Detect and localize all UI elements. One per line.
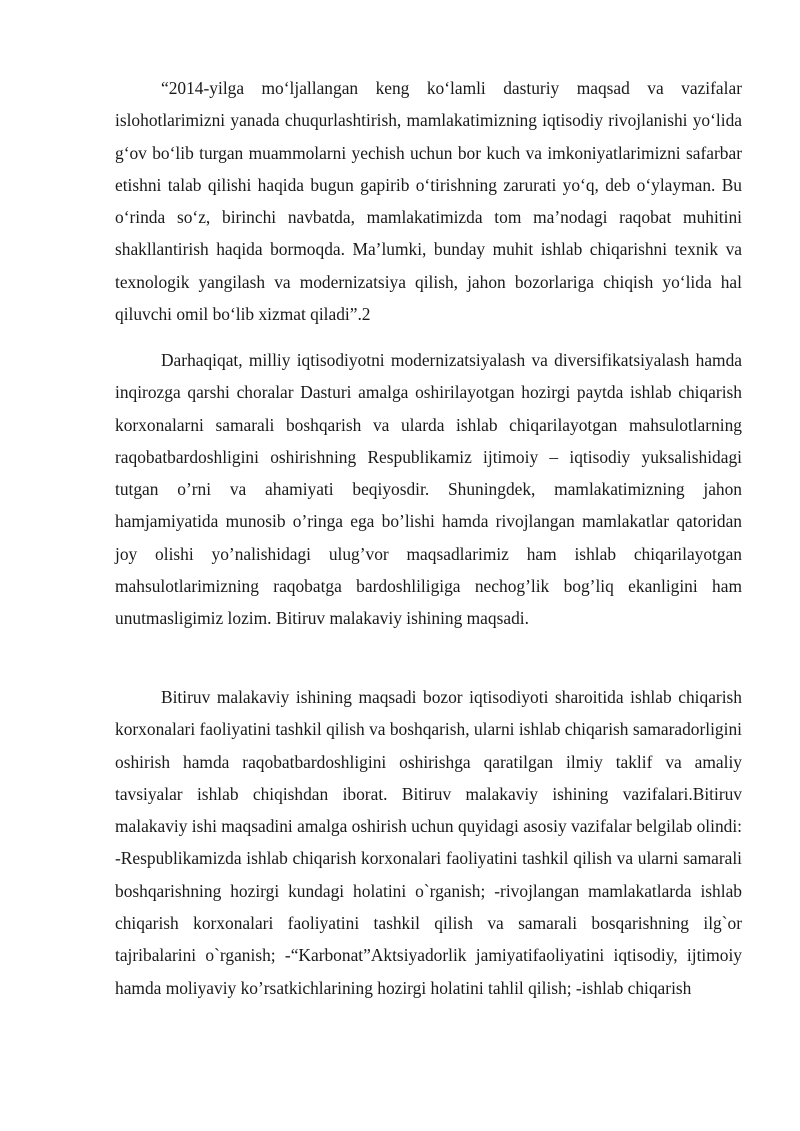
paragraph-text: Bitiruv malakaviy ishining maqsadi bozor iqtisodiyoti sharoitida ishlab chiqarish korxonalari faoliyatini tashkil qilish va boshqarish, ularni ishlab chiqarish samaradorligini oshirish hamda raqobatbardoshligini oshirishga qaratilgan ilmiy taklif va amaliy tavsiyalar ishlab chiqishdan iborat. Bitiruv malakaviy ishining vazifalari.Bitiruv malakaviy ishi maqsadini amalga oshirish uchun quyidagi asosiy vazifalar belgilab olindi: -Respublikamizda ishlab chiqarish korxonalari faoliyatini tashkil qilish va ularni samarali boshqarishning hozirgi kundagi holatini o`rganish; -rivojlangan mamlakatlarda ishlab chiqarish korxonalari faoliyatini tashkil qilish va samarali bosqarishning ilg`or tajribalarini o`rganish; -“Karbonat”Aktsiyadorlik jamiyatifaoliyatini iqtisodiy, ijtimoiy hamda moliyaviy ko’rsatkichlarining hozirgi holatini tahlil qilish; -ishlab chiqarish [115, 687, 742, 998]
paragraph-text: “2014-yilga mo‘ljallangan keng ko‘lamli dasturiy maqsad va vazifalar islohotlarimizni yanada chuqurlashtirish, mamlakatimizning iqtisodiy rivojlanishi yo‘lida g‘ov bo‘lib turgan muammolarni yechish uchun bor kuch va imkoniyatlarimizni safarbar etishni talab qilishi haqida bugun gapirib o‘tirishning zarurati yo‘q, deb o‘ylayman. Bu o‘rinda so‘z, birinchi navbatda, mamlakatimizda tom ma’nodagi raqobat muhitini shakllantirish haqida bormoqda. Ma’lumki, bunday muhit ishlab chiqarishni texnik va texnologik yangilash va modernizatsiya qilish, jahon bozorlariga chiqish yo‘lida hal qiluvchi omil bo‘lib xizmat qiladi”.2 [115, 78, 742, 325]
paragraph-quote [115, 72, 742, 330]
paragraph-context [115, 344, 742, 635]
paragraph-goals [115, 681, 742, 1004]
paragraph-text: Darhaqiqat, milliy iqtisodiyotni modernizatsiyalash va diversifikatsiyalash hamda inqirozga qarshi choralar Dasturi amalga oshirilayotgan hozirgi paytda ishlab chiqarish korxonalarni samarali boshqarish va ularda ishlab chiqarilayotgan mahsulotlarning raqobatbardoshligini oshirishning Respublikamiz ijtimoiy – iqtisodiy yuksalishidagi tutgan o’rni va ahamiyati beqiyosdir. Shuningdek, mamlakatimizning jahon hamjamiyatida munosib o’ringa ega bo’lishi hamda rivojlangan mamlakatlar qatoridan joy olishi yo’nalishidagi ulug’vor maqsadlarimiz ham ishlab chiqarilayotgan mahsulotlarimizning raqobatga bardoshliligiga nechog’lik bog’liq ekanligini ham unutmasligimiz lozim. Bitiruv malakaviy ishining maqsadi. [115, 350, 742, 629]
